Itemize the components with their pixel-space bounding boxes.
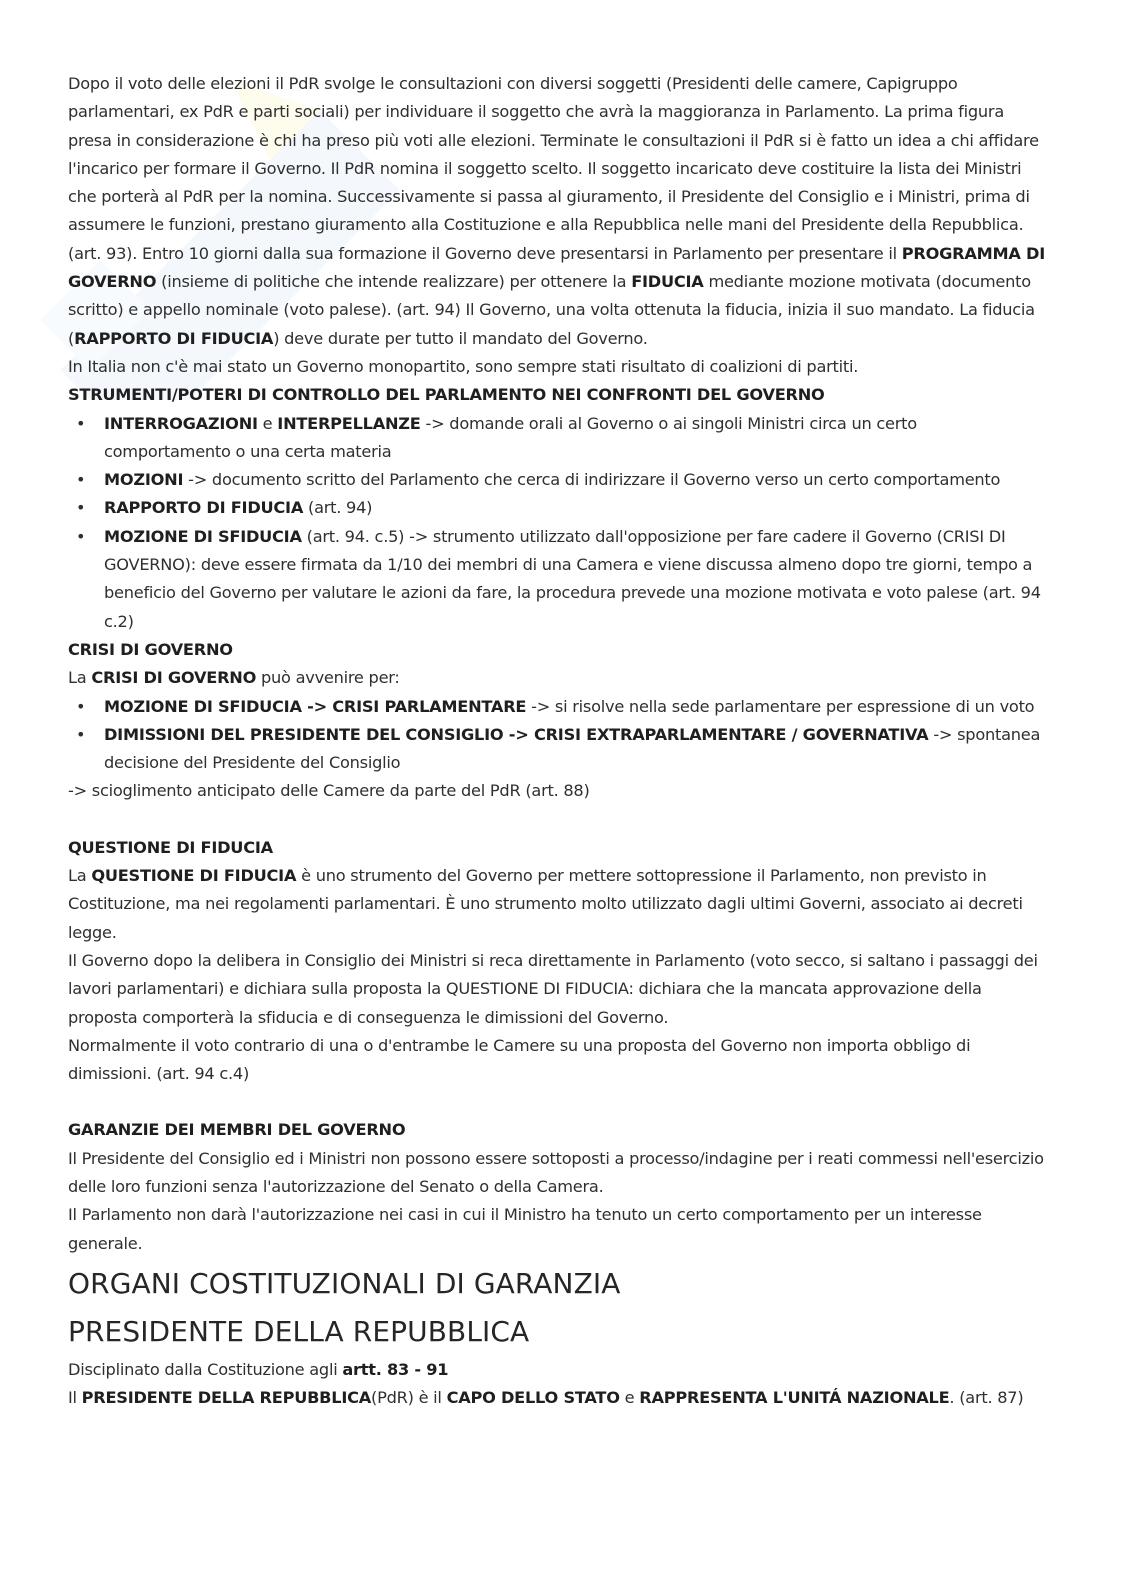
list-item: • INTERROGAZIONI e INTERPELLANZE -> domande orali al Governo o ai singoli Ministri circa un certo comportamento o una certa materia xyxy=(68,410,1048,467)
document-page xyxy=(68,70,1048,1412)
questione-p1: La QUESTIONE DI FIDUCIA è uno strumento del Governo per mettere sottopressione il Parlamento, non previsto in Costituzione, ma nei regolamenti parlamentari. È uno strumento molto utilizzato dagli ultimi Governi, associato ai decreti legge. xyxy=(68,866,1023,942)
section-subtitle: PRESIDENTE DELLA REPUBBLICA xyxy=(68,1314,530,1348)
crisi-list xyxy=(68,693,1048,778)
section-title: ORGANI COSTITUZIONALI DI GARANZIA xyxy=(68,1266,621,1300)
italy-note: In Italia non c'è mai stato un Governo monopartito, sono sempre stati risultato di coalizioni di partiti. xyxy=(68,356,859,376)
garanzie-p2: Il Parlamento non darà l'autorizzazione nei casi in cui il Ministro ha tenuto un certo comportamento per un interesse generale. xyxy=(68,1205,982,1253)
crisi-intro: La CRISI DI GOVERNO può avvenire per: xyxy=(68,668,400,688)
strumenti-list xyxy=(68,410,1048,636)
questione-p2: Il Governo dopo la delibera in Consiglio dei Ministri si reca direttamente in Parlamento (voto secco, si saltano i passaggi dei lavori parlamentari) e dichiara sulla proposta la QUESTIONE DI FIDUCIA: dichiara che la mancata approvazione della proposta comporterà la sfiducia e di conseguenza le dimissioni del Governo. xyxy=(68,950,1038,1027)
crisi-heading: CRISI DI GOVERNO xyxy=(68,639,233,659)
garanzie-p1: Il Presidente del Consiglio ed i Ministri non possono essere sottoposti a processo/indagine per i reati commessi nell'esercizio delle loro funzioni senza l'autorizzazione del Senato o della Camera. xyxy=(68,1148,1044,1196)
disciplinato-line: Disciplinato dalla Costituzione agli artt. 83 - 91 xyxy=(68,1359,449,1379)
list-item: • MOZIONE DI SFIDUCIA -> CRISI PARLAMENTARE -> si risolve nella sede parlamentare per espressione di un voto xyxy=(68,693,1048,721)
scioglimento-line: -> scioglimento anticipato delle Camere da parte del PdR (art. 88) xyxy=(68,781,590,801)
pdr-line: Il PRESIDENTE DELLA REPUBBLICA(PdR) è il CAPO DELLO STATO e RAPPRESENTA L'UNITÁ NAZIONALE. (art. 87) xyxy=(68,1388,1024,1408)
strumenti-heading: STRUMENTI/POTERI DI CONTROLLO DEL PARLAMENTO NEI CONFRONTI DEL GOVERNO xyxy=(68,385,825,405)
list-item: • MOZIONI -> documento scritto del Parlamento che cerca di indirizzare il Governo verso un certo comportamento xyxy=(68,466,1048,494)
list-item: • RAPPORTO DI FIDUCIA (art. 94) xyxy=(68,494,1048,522)
list-item: • DIMISSIONI DEL PRESIDENTE DEL CONSIGLIO -> CRISI EXTRAPARLAMENTARE / GOVERNATIVA -> spontanea decisione del Presidente del Consiglio xyxy=(68,721,1048,778)
list-item: • MOZIONE DI SFIDUCIA (art. 94. c.5) -> strumento utilizzato dall'opposizione per fare cadere il Governo (CRISI DI GOVERNO): deve essere firmata da 1/10 dei membri di una Camera e viene discussa almeno dopo tre giorni, tempo a beneficio del Governo per valutare le azioni da fare, la procedura prevede una mozione motivata e voto palese (art. 94 c.2) xyxy=(68,523,1048,636)
questione-heading: QUESTIONE DI FIDUCIA xyxy=(68,837,273,857)
intro-paragraph: Dopo il voto delle elezioni il PdR svolge le consultazioni con diversi soggetti (Presidenti delle camere, Capigruppo parlamentari, ex PdR e parti sociali) per individuare il soggetto che avrà la maggioranza in Parlamento. La prima figura presa in considerazione è chi ha preso più voti alle elezioni. Terminate le consultazioni il PdR si è fatto un idea a chi affidare l'incarico per formare il Governo. Il PdR nomina il soggetto scelto. Il soggetto incaricato deve costituire la lista dei Ministri che porterà al PdR per la nomina. Successivamente si passa al giuramento, il Presidente del Consiglio e i Ministri, prima di assumere le funzioni, prestano giuramento alla Costituzione e alla Repubblica nelle mani del Presidente della Repubblica. (art. 93). Entro 10 giorni dalla sua formazione il Governo deve presentarsi in Parlamento per presentare il PROGRAMMA DI GOVERNO (insieme di politiche che intende realizzare) per ottenere la FIDUCIA mediante mozione motivata (documento scritto) e appello nominale (voto palese). (art. 94) Il Governo, una volta ottenuta la fiducia, inizia il suo mandato. La fiducia (RAPPORTO DI FIDUCIA) deve durate per tutto il mandato del Governo. xyxy=(68,74,1046,348)
garanzie-heading: GARANZIE DEI MEMBRI DEL GOVERNO xyxy=(68,1120,406,1140)
questione-p3: Normalmente il voto contrario di una o d'entrambe le Camere su una proposta del Governo non importa obbligo di dimissioni. (art. 94 c.4) xyxy=(68,1035,971,1084)
